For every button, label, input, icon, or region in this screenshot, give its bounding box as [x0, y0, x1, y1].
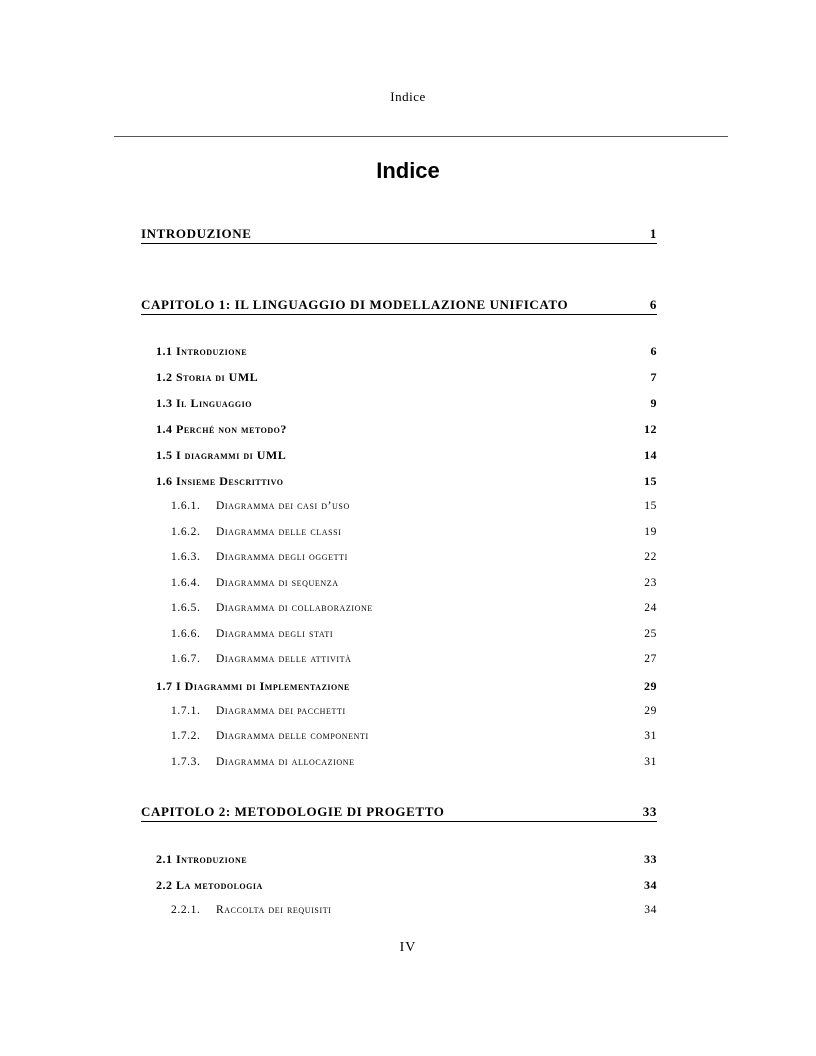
- toc-entry-title: Diagramma delle componenti: [216, 730, 369, 742]
- toc-entry-label: 1.1 Introduzione: [156, 344, 248, 358]
- toc-entry-page: 27: [644, 653, 657, 665]
- toc-entry-page: 34: [644, 878, 657, 892]
- toc-section-entry[interactable]: [141, 679, 657, 694]
- toc-entry-page: 29: [644, 679, 657, 693]
- toc-entry-label: [171, 628, 333, 640]
- toc-entry-page: 31: [644, 730, 657, 742]
- toc-entry-number: 1.6.1.: [171, 500, 201, 512]
- toc-entry-title: Diagramma di sequenza: [216, 577, 339, 589]
- toc-entry-title: Diagramma degli oggetti: [216, 551, 348, 563]
- toc-entry-page: 19: [644, 526, 657, 538]
- toc-entry-label: [171, 904, 331, 916]
- toc-entry-number: 1.6.7.: [171, 653, 201, 665]
- toc-section-entry[interactable]: [141, 878, 657, 893]
- toc-entry-page: 24: [644, 602, 657, 614]
- toc-entry-label: [171, 756, 355, 768]
- toc-entry-title: Diagramma di collaborazione: [216, 602, 373, 614]
- toc-entry-label: 2.1 Introduzione: [156, 852, 248, 866]
- toc-subsection-entry[interactable]: [141, 602, 657, 614]
- toc-entry-page: 9: [650, 396, 657, 410]
- toc-entry-label: CAPITOLO 1: IL LINGUAGGIO DI MODELLAZIONE UNIFICATO: [141, 297, 569, 312]
- toc-entry-label: [171, 500, 350, 512]
- toc-entry-number: 1.6.2.: [171, 526, 201, 538]
- toc-entry-number: 1.6.4.: [171, 577, 201, 589]
- header-rule: [114, 136, 728, 137]
- toc-entry-page: 33: [644, 852, 657, 866]
- toc-entry-page: 12: [644, 422, 657, 436]
- toc-entry-title: Diagramma degli stati: [216, 628, 334, 640]
- toc-section-entry[interactable]: [141, 448, 657, 463]
- toc-entry-label: [171, 526, 341, 538]
- toc-entry-page: 14: [644, 448, 657, 462]
- toc-entry-label: CAPITOLO 2: METODOLOGIE DI PROGETTO: [141, 804, 445, 819]
- toc-entry-page: 15: [644, 500, 657, 512]
- toc-section-entry[interactable]: [141, 370, 657, 385]
- toc-chapter-entry[interactable]: [141, 226, 657, 244]
- toc-section-entry[interactable]: [141, 344, 657, 359]
- toc-entry-page: 22: [644, 551, 657, 563]
- toc-entry-label: 1.7 I Diagrammi di Implementazione: [156, 679, 350, 693]
- running-header: Indice: [390, 89, 426, 104]
- page-title: Indice: [376, 158, 440, 183]
- toc-entry-title: Diagramma delle classi: [216, 526, 342, 538]
- toc-subsection-entry[interactable]: [141, 904, 657, 916]
- toc-entry-label: 1.2 Storia di UML: [156, 370, 259, 384]
- toc-entry-page: 6: [650, 344, 657, 358]
- toc-entry-page: 1: [649, 226, 657, 241]
- toc-entry-number: 2.2.1.: [171, 904, 201, 916]
- toc-entry-page: 15: [644, 474, 657, 488]
- toc-entry-number: 1.6.5.: [171, 602, 201, 614]
- toc-entry-page: 6: [649, 297, 657, 312]
- toc-entry-label: 1.4 Perché non metodo?: [156, 422, 287, 436]
- toc-entry-page: 34: [644, 904, 657, 916]
- toc-entry-number: 1.7.3.: [171, 756, 201, 768]
- toc-section-entry[interactable]: [141, 396, 657, 411]
- toc-entry-title: Raccolta dei requisiti: [216, 904, 332, 916]
- toc-entry-page: 23: [644, 577, 657, 589]
- toc-entry-label: [171, 602, 373, 614]
- toc-chapter-entry[interactable]: [141, 804, 657, 822]
- toc-entry-label: 1.3 Il Linguaggio: [156, 396, 252, 410]
- toc-entry-page: 25: [644, 628, 657, 640]
- toc-entry-label: [171, 551, 348, 563]
- toc-entry-title: Diagramma dei casi d’uso: [216, 500, 350, 512]
- toc-entry-number: 1.6.3.: [171, 551, 201, 563]
- toc-entry-page: 31: [644, 756, 657, 768]
- toc-entry-label: 1.6 Insieme Descrittivo: [156, 474, 284, 488]
- toc-subsection-entry[interactable]: [141, 705, 657, 717]
- toc-subsection-entry[interactable]: [141, 730, 657, 742]
- toc-subsection-entry[interactable]: [141, 551, 657, 563]
- toc-entry-title: Diagramma di allocazione: [216, 756, 355, 768]
- toc-entry-page: 7: [650, 370, 657, 384]
- toc-subsection-entry[interactable]: [141, 756, 657, 768]
- toc-entry-label: 1.5 I diagrammi di UML: [156, 448, 287, 462]
- toc-entry-label: [171, 730, 369, 742]
- toc-entry-number: 1.7.1.: [171, 705, 201, 717]
- toc-chapter-entry[interactable]: [141, 297, 657, 315]
- toc-entry-page: 33: [642, 804, 657, 819]
- toc-subsection-entry[interactable]: [141, 628, 657, 640]
- toc-entry-number: 1.6.6.: [171, 628, 201, 640]
- toc-subsection-entry[interactable]: [141, 653, 657, 665]
- toc-entry-label: [171, 705, 346, 717]
- page-number-footer: IV: [399, 940, 417, 955]
- toc-entry-title: Diagramma delle attività: [216, 653, 352, 665]
- toc-entry-label: [171, 577, 339, 589]
- toc-subsection-entry[interactable]: [141, 500, 657, 512]
- toc-subsection-entry[interactable]: [141, 577, 657, 589]
- toc-entry-title: Diagramma dei pacchetti: [216, 705, 346, 717]
- toc-entry-label: [171, 653, 352, 665]
- toc-entry-number: 1.7.2.: [171, 730, 201, 742]
- toc-subsection-entry[interactable]: [141, 526, 657, 538]
- toc-section-entry[interactable]: [141, 852, 657, 867]
- toc-entry-label: INTRODUZIONE: [141, 226, 252, 241]
- toc-section-entry[interactable]: [141, 474, 657, 489]
- toc-entry-page: 29: [644, 705, 657, 717]
- toc-entry-label: 2.2 La metodologia: [156, 878, 263, 892]
- toc-section-entry[interactable]: [141, 422, 657, 437]
